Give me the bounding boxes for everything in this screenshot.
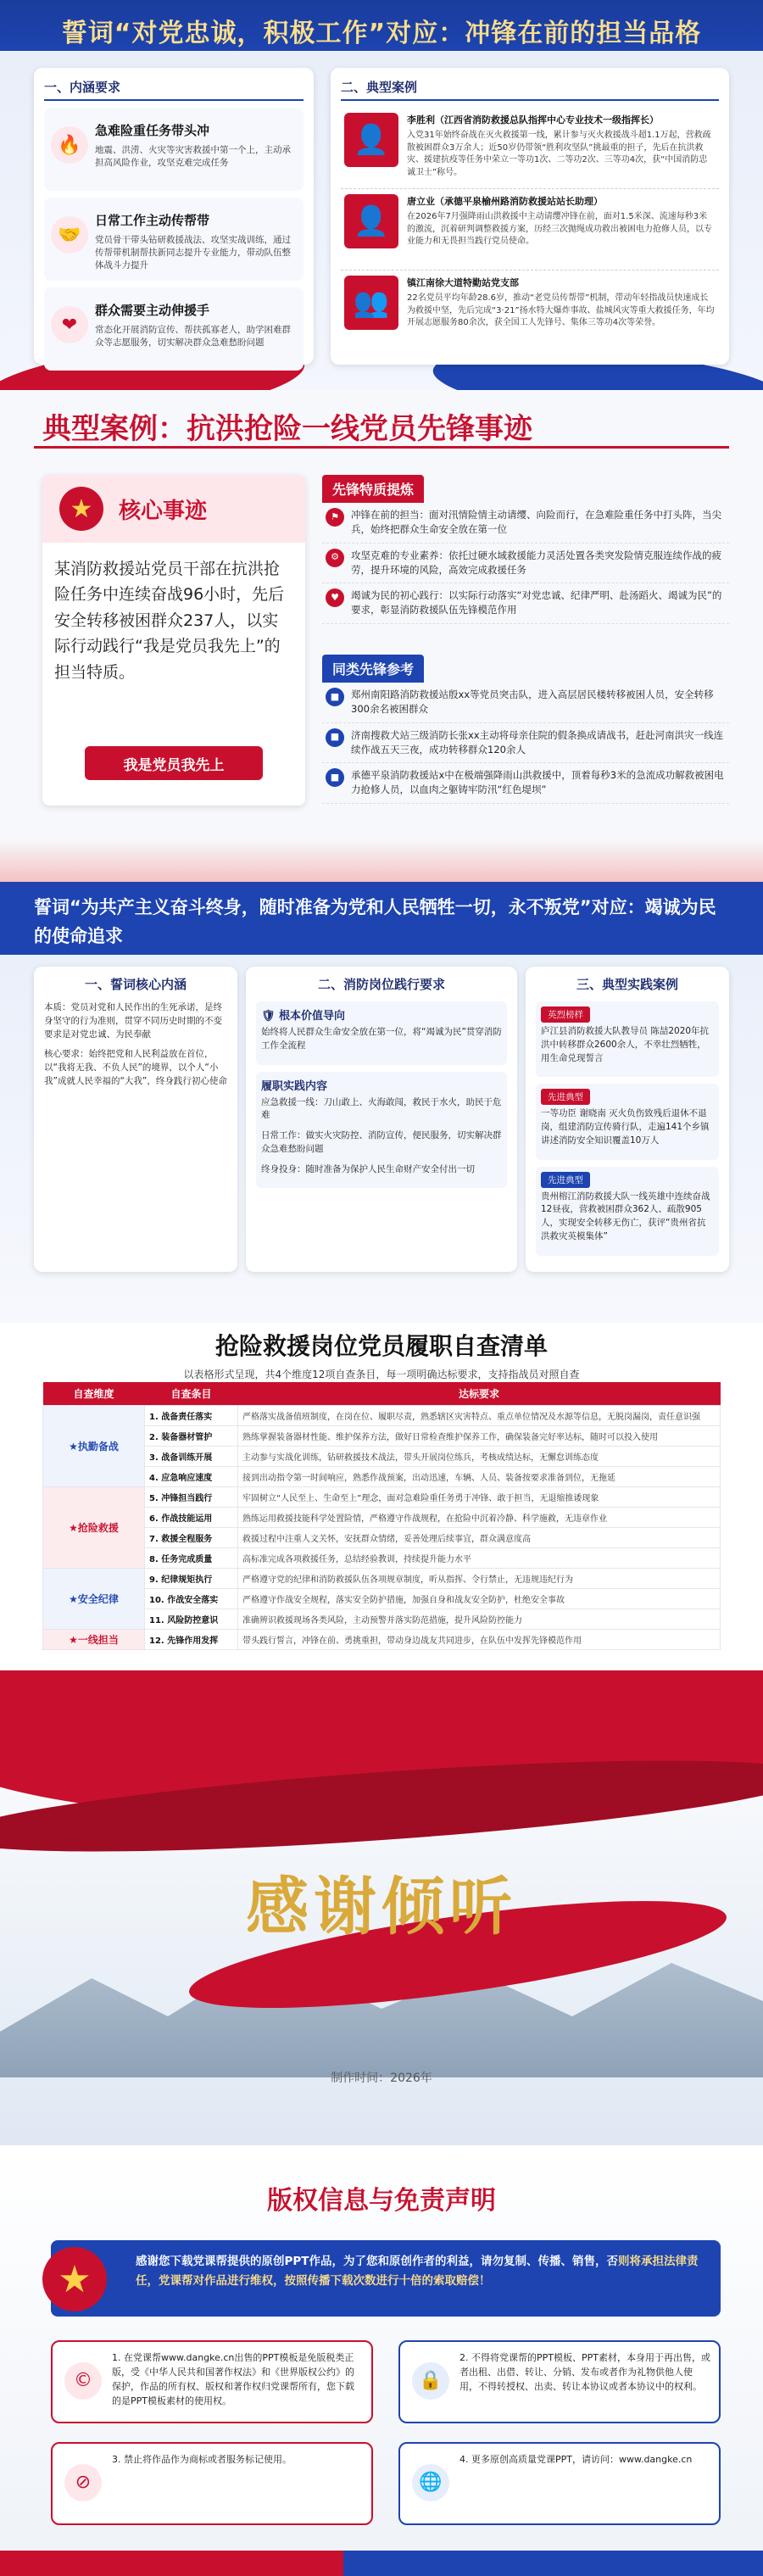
card-text: 地震、洪涝、火灾等灾害救援中第一个上，主动承担高风险作业，攻坚克难完成任务 bbox=[95, 145, 291, 169]
case-tag: 先进典型 bbox=[541, 1089, 590, 1105]
table-row bbox=[43, 1548, 721, 1569]
item-cell: 5. 冲锋担当践行 bbox=[145, 1487, 238, 1508]
column-heading: 一、誓词核心内涵 bbox=[84, 977, 187, 992]
column-heading: 三、典型实践案例 bbox=[576, 977, 678, 992]
section-title: 誓词“为共产主义奋斗终身，随时准备为党和人民牺牲一切，永不叛党”对应：竭诚为民的使命追求 bbox=[34, 897, 716, 946]
requirement-cell: 高标准完成各项救援任务，总结经验教训，持续提升能力水平 bbox=[238, 1548, 721, 1569]
requirement-card bbox=[44, 287, 304, 371]
case-box bbox=[536, 1167, 719, 1256]
case-name: 镇江南徐大道特勤站党支部 bbox=[407, 277, 519, 288]
trait-item bbox=[322, 583, 729, 624]
dimension-cell: ★抢险救援 bbox=[43, 1487, 145, 1569]
dimension-cell: ★执勤备战 bbox=[43, 1406, 145, 1487]
slogan-button: 我是党员我先上 bbox=[85, 746, 263, 780]
copyright-item bbox=[398, 2340, 721, 2423]
item-cell: 1. 战备责任落实 bbox=[145, 1406, 238, 1426]
dimension-cell: ★一线担当 bbox=[43, 1630, 145, 1650]
section-title: 版权信息与免责声明 bbox=[267, 2186, 496, 2216]
practice-item: 日常工作：做实火灾防控、消防宣传，便民服务，切实解决群众急难愁盼问题 bbox=[261, 1130, 502, 1154]
checklist-table bbox=[42, 1382, 721, 1650]
copyright-icon: © bbox=[64, 2362, 102, 2400]
traits-heading: 先锋特质提炼 bbox=[322, 475, 424, 503]
section-title: 抢险救援岗位党员履职自查清单 bbox=[214, 1332, 548, 1360]
star-icon: ★ bbox=[59, 487, 103, 531]
section-flood-case bbox=[0, 390, 763, 882]
item-text: 3. 禁止将作品作为商标或者服务标记使用。 bbox=[112, 2454, 292, 2465]
panel-heading: 二、典型案例 bbox=[341, 78, 719, 101]
table-row bbox=[43, 1589, 721, 1609]
case-tag: 英烈榜样 bbox=[541, 1006, 590, 1023]
heart-icon: ♥ bbox=[326, 588, 344, 607]
card-text: 常态化开展消防宣传、帮扶孤寡老人，助学困难群众等志愿服务，切实解决群众急难愁盼问题 bbox=[95, 325, 291, 348]
table-row bbox=[43, 1406, 721, 1426]
card-title: 急难险重任务带头冲 bbox=[95, 123, 210, 138]
copyright-banner bbox=[51, 2240, 721, 2317]
case-text: 一等功臣 谢晓南 灭火负伤致残后退休不退岗，组建消防宣传骑行队，走遍141个乡镇讲述消防安全知识覆盖10万人 bbox=[541, 1108, 710, 1146]
column-text: 核心要求：始终把党和人民利益放在首位，以“我将无我、不负人民”的境界，以个人“小我”成就人民幸福的“大我”，终身践行初心使命 bbox=[44, 1049, 227, 1086]
item-cell: 7. 救援全程服务 bbox=[145, 1528, 238, 1548]
building-icon: ■ bbox=[326, 768, 344, 787]
requirement-cell: 准确辨识救援现场各类风险，主动预警并落实防范措施，提升风险防控能力 bbox=[238, 1609, 721, 1630]
trait-text: 冲锋在前的担当：面对汛情险情主动请缨、向险而行，在急难险重任务中打头阵，当尖兵，始终把群众生命安全放在第一位 bbox=[351, 509, 721, 536]
decor-flames bbox=[0, 839, 763, 882]
requirement-cell: 严格落实战备值班制度，在岗在位、履职尽责，熟悉辖区灾害特点、重点单位情况及水源等信息，无脱岗漏岗，责任意识强 bbox=[238, 1406, 721, 1426]
case-box bbox=[536, 1001, 719, 1077]
item-cell: 10. 作战安全落实 bbox=[145, 1589, 238, 1609]
trait-text: 攻坚克难的专业素养：依托过硬水域救援能力灵活处置各类突发险情克服连续作战的疲劳，提升环境的风险，高效完成救援任务 bbox=[351, 549, 721, 576]
title-underline bbox=[34, 446, 729, 449]
case-text: 入党31年始终奋战在灭火救援第一线，累计参与灭火救援战斗超1.1万起，营救疏散被困群众3万余人；近50岁仍带领“胜利攻坚队”挑最重的担子，先后在抗洪救灾、援建抗疫等任务中荣立一等功1次、二等功2次、三等功4次，获“中国消防忠诚卫士”称号。 bbox=[407, 131, 711, 177]
table-row bbox=[43, 1528, 721, 1548]
decor-footer-wave bbox=[0, 2551, 763, 2576]
item-cell: 12. 先锋作用发挥 bbox=[145, 1630, 238, 1650]
references-heading: 同类先锋参考 bbox=[322, 655, 424, 683]
post-requirements-column bbox=[246, 967, 517, 1272]
shield-icon: 🛡 bbox=[261, 1010, 276, 1023]
case-tag: 先进典型 bbox=[541, 1172, 590, 1188]
copyright-item bbox=[398, 2442, 721, 2525]
section-checklist bbox=[0, 1323, 763, 1670]
trait-item bbox=[322, 544, 729, 584]
copyright-item bbox=[51, 2340, 373, 2423]
banner-text: 感谢您下载党课帮提供的原创PPT作品，为了您和原创作者的利益，请勿复制、传播、销售，否 bbox=[136, 2255, 618, 2268]
flag-icon: ⚑ bbox=[326, 508, 344, 527]
card-title: 日常工作主动传帮带 bbox=[95, 213, 210, 228]
copyright-item bbox=[51, 2442, 373, 2525]
reference-item bbox=[322, 683, 729, 723]
time-value: 2026年 bbox=[390, 2071, 432, 2085]
item-cell: 11. 风险防控意识 bbox=[145, 1609, 238, 1630]
gear-icon: ⚙ bbox=[326, 549, 344, 567]
case-text: 22名党员平均年龄28.6岁，推动“老党员传帮带”机制，带动年轻指战员快速成长为救援中坚，先后完成“3·21”扬水特大爆炸事故、盐城风灾等重大救援任务，年均开展志愿服务80余次，获全国工人先锋号、集体三等功4次等荣誉。 bbox=[407, 293, 715, 327]
section-devotion bbox=[0, 882, 763, 1323]
requirement-cell: 严格遵守党的纪律和消防救援队伍各项规章制度，听从指挥、令行禁止，无违规违纪行为 bbox=[238, 1569, 721, 1589]
building-icon: ■ bbox=[326, 728, 344, 747]
dimension-cell: ★安全纪律 bbox=[43, 1569, 145, 1630]
requirement-cell: 熟练运用救援技能科学处置险情，严格遵守作战规程，在抢险中沉着冷静、科学施救，无违章作业 bbox=[238, 1508, 721, 1528]
card-title: 群众需要主动伸援手 bbox=[95, 303, 210, 318]
team-avatar-icon: 👥 bbox=[344, 276, 398, 330]
item-text: 4. 更多原创高质量党课PPT，请访问：www.dangke.cn bbox=[459, 2454, 693, 2465]
column-header: 自查条目 bbox=[145, 1382, 238, 1406]
requirement-cell: 救援过程中注重人文关怀，安抚群众情绪，妥善处理后续事宜，群众满意度高 bbox=[238, 1528, 721, 1548]
box-title: 根本价值导向 bbox=[279, 1010, 346, 1023]
cases-panel bbox=[331, 68, 729, 365]
globe-icon: 🌐 bbox=[412, 2464, 449, 2501]
practice-item: 应急救援一线：刀山敢上、火海敢闯，救民于水火，助民于危难 bbox=[261, 1096, 502, 1121]
case-item bbox=[341, 108, 719, 189]
section-subtitle: 以表格形式呈现，共4个维度12项自查条目，每一项明确达标要求，支持指战员对照自查 bbox=[183, 1369, 580, 1380]
core-meaning-column bbox=[34, 967, 237, 1272]
core-text: 某消防救援站党员干部在抗洪抢险任务中连续奋战96小时，先后安全转移被困群众237人，以实际行动践行“我是党员我先上”的担当特质。 bbox=[54, 560, 285, 682]
star-icon: ★ bbox=[42, 2247, 107, 2311]
item-cell: 2. 装备器材管护 bbox=[145, 1426, 238, 1447]
item-text: 1. 在党课帮www.dangke.cn出售的PPT模板是免版税类正版，受《中华人民共和国著作权法》和《世界版权公约》的保护，作品的所有权、版权和著作权归党课帮所有，您下载的是PPT模板素材的使用权。 bbox=[112, 2352, 354, 2407]
firefighter-avatar-icon: 👤 bbox=[344, 194, 398, 248]
panel-heading: 一、内涵要求 bbox=[44, 78, 304, 101]
column-header: 自查维度 bbox=[43, 1382, 145, 1406]
item-cell: 6. 作战技能运用 bbox=[145, 1508, 238, 1528]
lock-icon: 🔒 bbox=[412, 2362, 449, 2400]
requirement-card bbox=[44, 108, 304, 191]
item-cell: 4. 应急响应速度 bbox=[145, 1467, 238, 1487]
case-item bbox=[341, 189, 719, 270]
box-title: 履职实践内容 bbox=[261, 1079, 328, 1093]
section-loyalty bbox=[0, 0, 763, 390]
reference-text: 承德平泉消防救援站x中在极端强降雨山洪救援中，顶着每秒3米的急流成功解救被困电力抢修人员，以血肉之躯铸牢防汛“红色堤坝” bbox=[351, 769, 724, 796]
requirement-cell: 熟练掌握装备器材性能、维护保养方法，做好日常检查维护保养工作，确保装备完好率达标，随时可以投入使用 bbox=[238, 1426, 721, 1447]
thanks-title: 感谢倾听 bbox=[246, 1871, 517, 1943]
practice-item: 终身投身：随时准备为保护人民生命财产安全付出一切 bbox=[261, 1163, 475, 1174]
case-text: 在2026年7月强降雨山洪救援中主动请缨冲锋在前，面对1.5米深、流速每秒3米的激流，沉着研判调整救援方案，历经三次抛绳成功救出被困电力抢修人员，以专业能力和无畏担当践行党员使命。 bbox=[407, 212, 712, 246]
requirement-cell: 牢固树立“人民至上、生命至上”理念，面对急难险重任务勇于冲锋、敢于担当，无退缩推诿现象 bbox=[238, 1487, 721, 1508]
case-name: 唐立业（承德平泉榆州路消防救援站站长助理） bbox=[407, 196, 603, 207]
case-box bbox=[536, 1084, 719, 1159]
card-text: 党员骨干带头钻研救援战法、攻坚实战训练，通过传帮带机制帮扶新同志提升专业能力，带动队伍整体战斗力提升 bbox=[95, 235, 291, 271]
practice-box bbox=[256, 1072, 507, 1189]
firefighter-avatar-icon: 👤 bbox=[344, 113, 398, 167]
column-heading: 二、消防岗位践行要求 bbox=[317, 977, 445, 992]
case-item bbox=[341, 270, 719, 352]
table-row bbox=[43, 1447, 721, 1467]
core-heading: 核心事迹 bbox=[119, 498, 208, 524]
table-row bbox=[43, 1508, 721, 1528]
heart-hand-icon: ❤ bbox=[51, 306, 88, 343]
item-text: 2. 不得将党课帮的PPT模板、PPT素材，本身用于再出售，或者出租、出借、转让、分销、发布或者作为礼物供他人使用，不得转授权、出卖、转让本协议或者本协议中的权利。 bbox=[459, 2352, 710, 2393]
reference-text: 郑州南阳路消防救援站殷xx等党员突击队，进入高层居民楼转移被困人员，安全转移300余名被困群众 bbox=[351, 689, 714, 716]
section-copyright bbox=[0, 2145, 763, 2576]
requirements-panel bbox=[34, 68, 314, 365]
table-row bbox=[43, 1426, 721, 1447]
case-name: 李胜利（江西省消防救援总队指挥中心专业技术一级指挥长） bbox=[407, 114, 659, 125]
reference-item bbox=[322, 723, 729, 764]
reference-text: 济南搜救犬站三级消防长张xx主动将母亲住院的假条换成请战书，赶赴河南洪灾一线连续作战五天三夜，成功转移群众120余人 bbox=[351, 728, 724, 756]
item-cell: 3. 战备训练开展 bbox=[145, 1447, 238, 1467]
case-text: 庐江县消防救援大队教导员 陈喆2020年抗洪中转移群众2600余人，不幸壮烈牺牲，用生命兑现誓言 bbox=[541, 1026, 710, 1063]
practice-cases-column bbox=[526, 967, 729, 1272]
trait-text: 竭诚为民的初心践行：以实际行动落实“对党忠诚、纪律严明、赴汤蹈火、竭诚为民”的要求，彰显消防救援队伍先锋模范作用 bbox=[351, 589, 722, 616]
trait-item bbox=[322, 503, 729, 544]
handshake-icon: 🤝 bbox=[51, 216, 88, 254]
value-box bbox=[256, 1001, 507, 1065]
requirement-cell: 带头践行誓言，冲锋在前、勇挑重担，带动身边战友共同进步，在队伍中发挥先锋模范作用 bbox=[238, 1630, 721, 1650]
requirement-cell: 严格遵守作战安全规程，落实安全防护措施，加强自身和战友安全防护，杜绝安全事故 bbox=[238, 1589, 721, 1609]
item-cell: 8. 任务完成质量 bbox=[145, 1548, 238, 1569]
requirement-cell: 接到出动指令第一时间响应，熟悉作战预案，出动迅速，车辆、人员、装备按要求准备到位，无拖延 bbox=[238, 1467, 721, 1487]
section-thanks bbox=[0, 1670, 763, 2145]
table-row bbox=[43, 1609, 721, 1630]
banner-text-highlight: 则将承担法律责任，党课帮对作品进行维权，按照传播下载次数进行十倍的索取赔偿！ bbox=[136, 2255, 699, 2288]
table-row bbox=[43, 1569, 721, 1589]
requirement-cell: 主动参与实战化训练，钻研救援技术战法，带头开展岗位练兵，考核成绩达标，无懈怠训练态度 bbox=[238, 1447, 721, 1467]
made-time bbox=[0, 2069, 763, 2086]
requirement-card bbox=[44, 198, 304, 281]
flame-icon: 🔥 bbox=[51, 126, 88, 164]
table-row bbox=[43, 1487, 721, 1508]
section-title: 誓词“对党忠诚，积极工作”对应：冲锋在前的担当品格 bbox=[61, 19, 702, 48]
building-icon: ■ bbox=[326, 688, 344, 706]
core-deed-card bbox=[42, 475, 305, 806]
case-text: 贵州榕江消防救援大队一线英雄中连续奋战12昼夜，营救被困群众362人、疏散905人，实现安全转移无伤亡，获评“贵州省抗洪救灾英模集体” bbox=[541, 1190, 710, 1241]
forbidden-icon: ⊘ bbox=[64, 2464, 102, 2501]
references-block bbox=[322, 655, 729, 804]
time-label: 制作时间： bbox=[331, 2071, 391, 2085]
section-title: 典型案例：抗洪抢险一线党员先锋事迹 bbox=[42, 412, 532, 446]
traits-block bbox=[322, 475, 729, 624]
table-row bbox=[43, 1467, 721, 1487]
reference-item bbox=[322, 763, 729, 804]
table-row bbox=[43, 1630, 721, 1650]
item-cell: 9. 纪律规矩执行 bbox=[145, 1569, 238, 1589]
box-text: 始终将人民群众生命安全放在第一位，将“竭诚为民”贯穿消防工作全流程 bbox=[261, 1027, 502, 1051]
column-header: 达标要求 bbox=[238, 1382, 721, 1406]
column-text: 本质：党员对党和人民作出的生死承诺，是终身坚守的行为准则，贯穿不同历史时期的不变要求是对党忠诚、为民奉献 bbox=[44, 1002, 222, 1040]
